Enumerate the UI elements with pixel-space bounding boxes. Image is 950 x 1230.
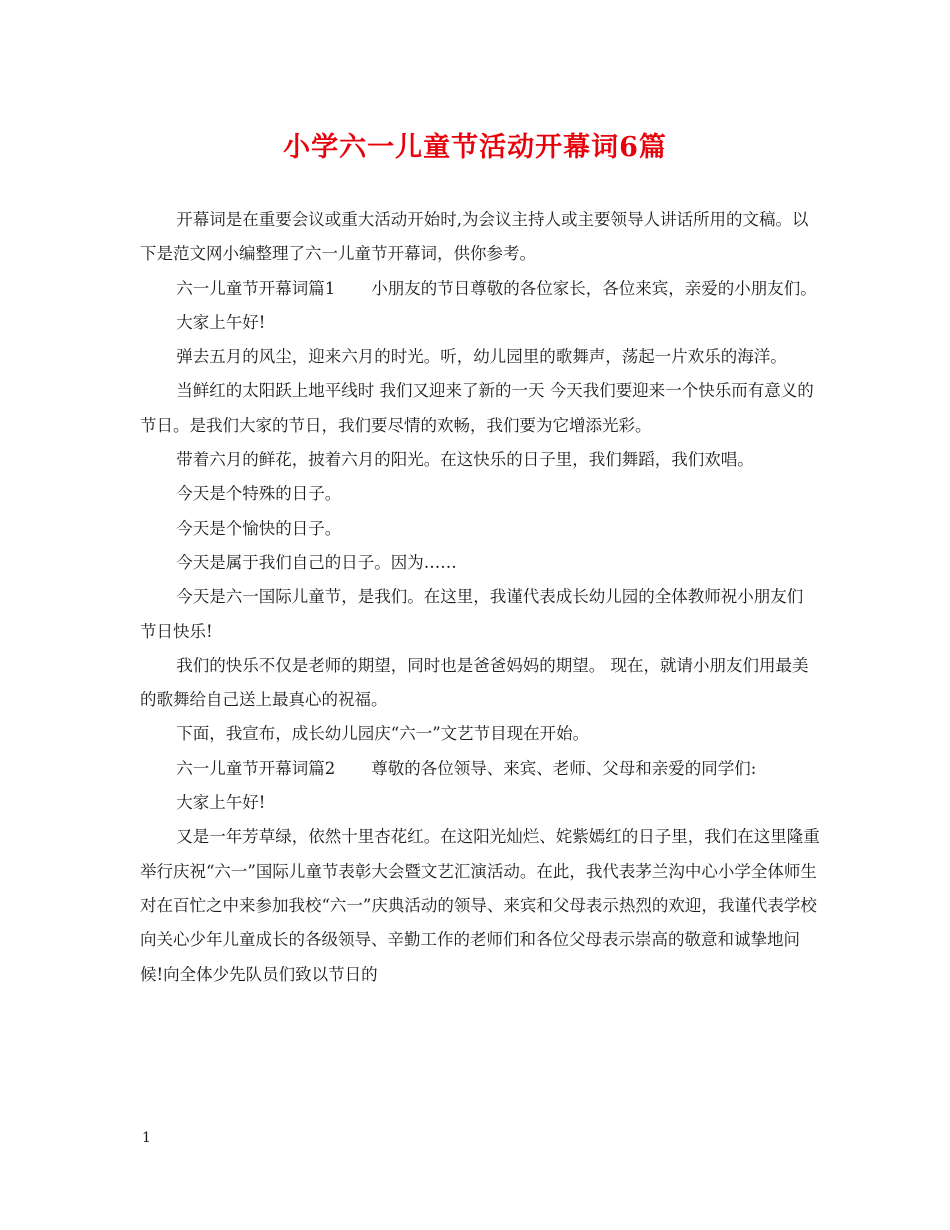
paragraph: 今天是属于我们自己的日子。因为…… <box>176 552 457 572</box>
paragraph: 下面，我宣布，成长幼儿园庆“六一”文艺节目现在开始。 <box>176 724 590 744</box>
paragraph: 又是一年芳草绿，依然十里杏花红。在这阳光灿烂、姹紫嫣红的日子里，我们在这里隆重举行庆祝“六一”国际儿童节表彰大会暨文艺汇演活动。在此，我代表茅兰沟中心小学全体师生对在百忙之中来参加我校“六一”庆典活动的领导、来宾和父母表示热烈的欢迎，我谨代表学校向关心少年儿童成长的各级领导、辛勤工作的老师们和各位父母表示崇高的敬意和诚挚地问候!向全体少先队员们致以节日的 <box>140 827 820 984</box>
document-body <box>140 203 820 992</box>
section-2-salutation: 尊敬的各位领导、来宾、老师、父母和亲爱的同学们: <box>371 758 757 778</box>
section-1-salutation: 小朋友的节日尊敬的各位家长，各位来宾，亲爱的小朋友们。 <box>371 278 817 298</box>
paragraph: 今天是六一国际儿童节，是我们。在这里，我谨代表成长幼儿园的全体教师祝小朋友们 节日快乐! <box>140 587 804 641</box>
paragraph-section-2-heading <box>140 752 820 786</box>
section-1-label: 六一儿童节开幕词篇1 <box>176 278 336 298</box>
paragraph-greeting: 大家上午好! <box>176 793 266 813</box>
paragraph: 今天是个特殊的日子。 <box>176 484 342 504</box>
paragraph-greeting: 大家上午好! <box>176 312 266 332</box>
paragraph: 带着六月的鲜花，披着六月的阳光。在这快乐的日子里，我们舞蹈，我们欢唱。 <box>176 450 754 470</box>
page-number: 1 <box>142 1130 151 1146</box>
paragraph: 弹去五月的风尘，迎来六月的时光。听，幼儿园里的歌舞声，荡起一片欢乐的海洋。 <box>176 347 787 367</box>
paragraph: 我们的快乐不仅是老师的期望，同时也是爸爸妈妈的期望。 现在，就请小朋友们用最美的歌舞给自己送上最真心的祝福。 <box>140 655 809 710</box>
paragraph-intro: 开幕词是在重要会议或重大活动开始时,为会议主持人或主要领导人讲话所用的文稿。以下是范文网小编整理了六一儿童节开幕词，供你参考。 <box>140 210 809 264</box>
paragraph: 当鲜红的太阳跃上地平线时 我们又迎来了新的一天 今天我们要迎来一个快乐而有意义的节日。是我们大家的节日，我们要尽情的欢畅，我们要为它增添光彩。 <box>140 381 814 435</box>
document-title: 小学六一儿童节活动开幕词6篇 <box>283 132 667 163</box>
section-2-label: 六一儿童节开幕词篇2 <box>176 758 336 778</box>
paragraph: 今天是个愉快的日子。 <box>176 518 342 538</box>
paragraph-section-1-heading <box>140 272 820 306</box>
